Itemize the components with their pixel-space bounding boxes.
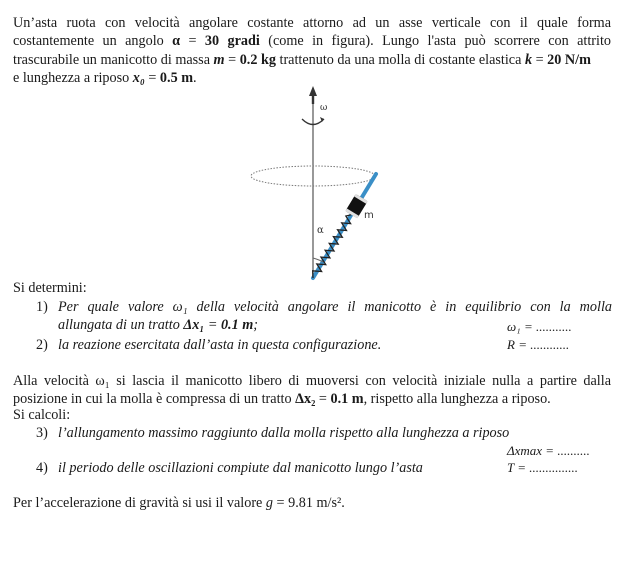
alpha-label: α xyxy=(317,225,324,236)
question-3-number: 3) xyxy=(36,425,48,441)
k-value: 20 N/m xyxy=(547,51,591,68)
question-4-number: 4) xyxy=(36,460,48,476)
question-1-line-2: allungata di un tratto Δx₁ = 0.1 m; xyxy=(58,317,259,333)
question-2-number: 2) xyxy=(36,337,48,353)
answer-omega1: ω₁ = ........... xyxy=(507,319,572,334)
mass-label: m xyxy=(364,210,374,221)
dx1-value: 0.1 m xyxy=(220,317,254,333)
alpha-symbol: α xyxy=(172,33,181,50)
x0-value: 0.5 m xyxy=(159,70,194,87)
mass-symbol: m xyxy=(213,51,225,68)
answer-R: R = ............ xyxy=(507,337,570,352)
intro-paragraph xyxy=(13,14,611,88)
answer-T: T = ............... xyxy=(507,460,579,475)
intro-line-2: costantemente un angolo α = 30 gradi (come in figura). Lungo l'asta può scorrere con attrito xyxy=(13,33,612,50)
intro-line-3: trascurabile un manicotto di massa m = 0.2 kg trattenuto da una molla di costante elastica k = 20 N/m xyxy=(13,51,591,68)
intro-line-1: Un’asta ruota con velocità angolare costante attorno ad un asse verticale con il quale forma xyxy=(13,15,611,31)
release-line-1: Alla velocità ω₁ si lascia il manicotto libero di muoversi con velocità iniziale nulla a partire dalla xyxy=(13,373,611,389)
gravity-note: Per l’accelerazione di gravità si usi il valore g = 9.81 m/s². xyxy=(13,495,345,511)
alpha-value: 30 gradi xyxy=(204,33,260,50)
calculate-heading: Si calcoli: xyxy=(13,407,71,423)
intro-line-4: e lunghezza a riposo x₀ = 0.5 m. xyxy=(13,70,197,87)
question-4-text: il periodo delle oscillazioni compiute dal manicotto lungo l’asta xyxy=(58,460,423,476)
question-1-line-1: Per quale valore ω₁ della velocità angolare il manicotto è in equilibrio con la molla xyxy=(58,299,612,315)
omega-label: ω xyxy=(320,103,328,113)
determine-heading: Si determini: xyxy=(13,280,87,296)
release-line-2: posizione in cui la molla è compressa di un tratto Δx₂ = 0.1 m, rispetto alla lunghezza a riposo. xyxy=(13,391,551,407)
dx1-symbol: Δx₁ xyxy=(183,317,205,333)
g-symbol: g xyxy=(265,495,273,511)
dx2-symbol: Δx₂ xyxy=(295,391,316,407)
answer-dxmax: Δxmax = .......... xyxy=(507,443,590,458)
k-symbol: k xyxy=(524,51,533,68)
question-1-number: 1) xyxy=(36,299,48,315)
question-3-text: l’allungamento massimo raggiunto dalla molla rispetto alla lunghezza a riposo xyxy=(58,425,510,441)
x0-symbol: x₀ xyxy=(132,70,145,87)
dx2-value: 0.1 m xyxy=(330,391,364,407)
rotating-rod-figure xyxy=(240,82,400,282)
question-2-text: la reazione esercitata dall’asta in questa configurazione. xyxy=(58,337,382,353)
mass-value: 0.2 kg xyxy=(239,51,276,68)
